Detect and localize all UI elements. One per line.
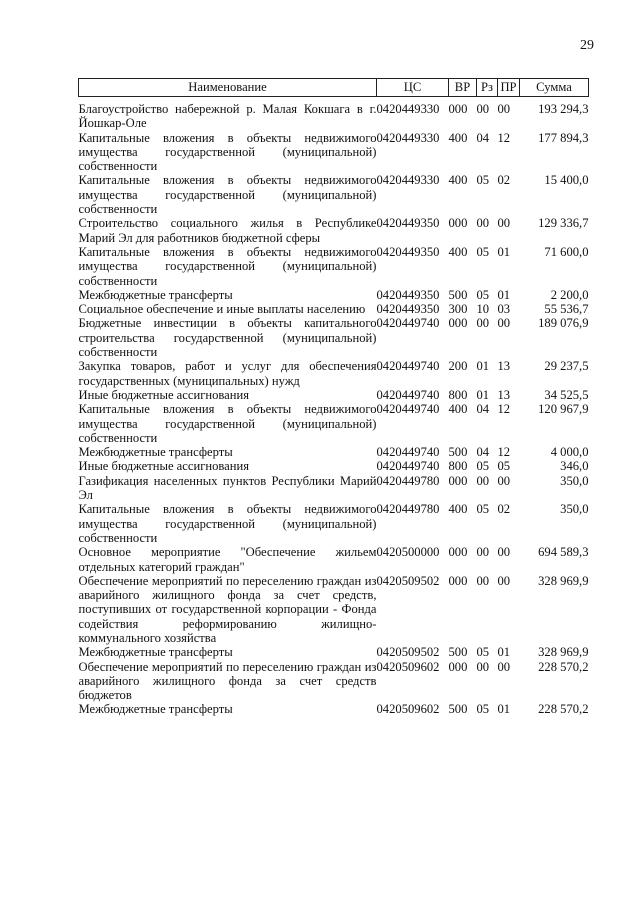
table-header <box>79 79 589 97</box>
cell-vr: 400 <box>448 130 468 145</box>
cell-sum: 346,0 <box>560 459 589 474</box>
cell-name: Капитальные вложения в объекты недвижимого имущества государственной (муниципальной) собственности <box>78 173 377 217</box>
cell-sum: 228 570,2 <box>538 659 589 674</box>
cell-vr: 500 <box>448 702 468 717</box>
cell-pr: 01 <box>497 702 511 717</box>
cell-sum: 129 336,7 <box>538 216 589 231</box>
cell-name: Капитальные вложения в объекты недвижимого имущества государственной (муниципальной) собственности <box>78 502 377 545</box>
cell-name: Благоустройство набережной р. Малая Кокшага в г. Йошкар-Оле <box>78 102 377 131</box>
cell-pr: 00 <box>497 573 511 588</box>
table-row <box>79 388 589 402</box>
header-rz: Рз <box>477 79 498 97</box>
cell-name: Межбюджетные трансферты <box>78 702 233 717</box>
cell-sum: 71 600,0 <box>544 244 589 259</box>
cell-sum: 4 000,0 <box>550 445 589 460</box>
cell-pr: 00 <box>497 216 511 231</box>
cell-name: Капитальные вложения в объекты недвижимого имущества государственной (муниципальной) собственности <box>78 130 377 174</box>
table-row <box>79 131 589 174</box>
table-row <box>79 97 589 131</box>
cell-vr: 000 <box>448 659 468 674</box>
cell-sum: 34 525,5 <box>544 387 589 402</box>
cell-pr: 00 <box>497 102 511 116</box>
table-row <box>79 359 589 388</box>
cell-vr: 500 <box>448 287 468 302</box>
cell-cs: 0420449330 <box>376 130 440 145</box>
cell-pr: 00 <box>497 316 511 331</box>
table-row <box>79 316 589 359</box>
cell-sum: 350,0 <box>560 502 589 517</box>
header-pr: ПР <box>498 79 520 97</box>
cell-vr: 000 <box>448 316 468 331</box>
cell-name: Межбюджетные трансферты <box>78 645 233 660</box>
cell-rz: 05 <box>476 645 490 660</box>
table-row <box>79 474 589 503</box>
cell-rz: 05 <box>476 244 490 259</box>
cell-cs: 0420449740 <box>376 387 440 402</box>
cell-cs: 0420449740 <box>376 459 440 474</box>
cell-cs: 0420449740 <box>376 359 440 374</box>
header-name: Наименование <box>79 79 377 97</box>
table-row <box>79 660 589 703</box>
cell-sum: 350,0 <box>560 473 589 488</box>
table-row <box>79 288 589 302</box>
cell-pr: 01 <box>497 287 511 302</box>
cell-rz: 05 <box>476 173 490 188</box>
cell-sum: 177 894,3 <box>538 130 589 145</box>
cell-vr: 400 <box>448 173 468 188</box>
cell-rz: 01 <box>476 387 490 402</box>
cell-vr: 400 <box>448 402 468 417</box>
cell-pr: 01 <box>497 244 511 259</box>
cell-rz: 05 <box>476 702 490 717</box>
table-row <box>79 302 589 316</box>
cell-sum: 55 536,7 <box>544 302 589 317</box>
cell-vr: 000 <box>448 216 468 231</box>
cell-sum: 29 237,5 <box>544 359 589 374</box>
cell-cs: 0420449740 <box>376 316 440 331</box>
cell-name: Газификация населенных пунктов Республики Марий Эл <box>78 473 377 503</box>
cell-rz: 04 <box>476 130 490 145</box>
cell-sum: 193 294,3 <box>538 102 589 116</box>
cell-rz: 05 <box>476 459 490 474</box>
table-row <box>79 445 589 459</box>
cell-name: Строительство социального жилья в Республике Марий Эл для работников бюджетной сферы <box>78 216 377 245</box>
cell-vr: 800 <box>448 387 468 402</box>
cell-rz: 01 <box>476 359 490 374</box>
cell-name: Социальное обеспечение и иные выплаты населению <box>78 302 366 317</box>
cell-cs: 0420449350 <box>376 302 440 317</box>
cell-rz: 00 <box>476 573 490 588</box>
cell-name: Капитальные вложения в объекты недвижимого имущества государственной (муниципальной) собственности <box>78 244 377 288</box>
cell-vr: 500 <box>448 445 468 460</box>
cell-pr: 12 <box>497 445 511 460</box>
cell-rz: 00 <box>476 659 490 674</box>
table-row <box>79 402 589 445</box>
cell-rz: 00 <box>476 216 490 231</box>
cell-sum: 694 589,3 <box>538 545 589 560</box>
cell-name: Бюджетные инвестиции в объекты капитального строительства государственной (муниципальной) собственности <box>78 316 377 360</box>
cell-sum: 328 969,9 <box>538 645 589 660</box>
table-row <box>79 459 589 473</box>
cell-vr: 000 <box>448 545 468 560</box>
header-vr: ВР <box>449 79 477 97</box>
cell-cs: 0420449330 <box>376 102 440 116</box>
cell-cs: 0420449350 <box>376 244 440 259</box>
cell-name: Межбюджетные трансферты <box>78 287 233 302</box>
cell-rz: 04 <box>476 402 490 417</box>
table-row <box>79 545 589 574</box>
cell-cs: 0420449780 <box>376 473 440 488</box>
cell-vr: 000 <box>448 102 468 116</box>
cell-vr: 300 <box>448 302 468 317</box>
cell-pr: 00 <box>497 473 511 488</box>
cell-sum: 120 967,9 <box>538 402 589 417</box>
cell-cs: 0420509502 <box>376 645 440 660</box>
table-row <box>79 502 589 545</box>
cell-name: Обеспечение мероприятий по переселению граждан из аварийного жилищного фонда за счет средств бюджетов <box>78 659 377 703</box>
cell-name: Основное мероприятие "Обеспечение жильем отдельных категорий граждан" <box>78 545 377 574</box>
cell-vr: 800 <box>448 459 468 474</box>
cell-cs: 0420500000 <box>376 545 440 560</box>
cell-name: Обеспечение мероприятий по переселению граждан из аварийного жилищного фонда за счет средств, поступивших от государственной корпорации - Фонда содействия реформированию жилищно-коммунального хозяйства <box>78 573 377 645</box>
cell-sum: 328 969,9 <box>538 573 589 588</box>
cell-cs: 0420509602 <box>376 702 440 717</box>
cell-pr: 12 <box>497 130 511 145</box>
table-row <box>79 574 589 645</box>
cell-pr: 12 <box>497 402 511 417</box>
cell-vr: 200 <box>448 359 468 374</box>
cell-cs: 0420509502 <box>376 573 440 588</box>
cell-sum: 2 200,0 <box>550 287 589 302</box>
cell-cs: 0420449350 <box>376 287 440 302</box>
cell-vr: 400 <box>448 244 468 259</box>
cell-name: Иные бюджетные ассигнования <box>78 459 250 474</box>
header-sum: Сумма <box>520 79 589 97</box>
cell-pr: 13 <box>497 387 511 402</box>
cell-cs: 0420449740 <box>376 445 440 460</box>
cell-pr: 00 <box>497 659 511 674</box>
page-number: 29 <box>580 38 594 53</box>
table-row <box>79 645 589 659</box>
cell-name: Иные бюджетные ассигнования <box>78 387 250 402</box>
cell-rz: 00 <box>476 316 490 331</box>
cell-rz: 10 <box>476 302 490 317</box>
cell-pr: 03 <box>497 302 511 317</box>
cell-rz: 00 <box>476 545 490 560</box>
cell-pr: 02 <box>497 173 511 188</box>
header-cs: ЦС <box>377 79 449 97</box>
cell-vr: 000 <box>448 473 468 488</box>
cell-pr: 02 <box>497 502 511 517</box>
cell-pr: 00 <box>497 545 511 560</box>
cell-name: Капитальные вложения в объекты недвижимого имущества государственной (муниципальной) собственности <box>78 402 377 445</box>
cell-rz: 05 <box>476 287 490 302</box>
cell-cs: 0420449740 <box>376 402 440 417</box>
cell-vr: 500 <box>448 645 468 660</box>
budget-table <box>78 78 589 717</box>
table-row <box>79 216 589 245</box>
cell-rz: 04 <box>476 445 490 460</box>
cell-pr: 01 <box>497 645 511 660</box>
cell-name: Закупка товаров, работ и услуг для обеспечения государственных (муниципальных) нужд <box>78 359 377 388</box>
table-body <box>79 97 589 717</box>
cell-rz: 05 <box>476 502 490 517</box>
cell-sum: 228 570,2 <box>538 702 589 717</box>
table-row <box>79 173 589 216</box>
cell-vr: 400 <box>448 502 468 517</box>
table-row <box>79 702 589 716</box>
cell-rz: 00 <box>476 473 490 488</box>
cell-vr: 000 <box>448 573 468 588</box>
cell-sum: 189 076,9 <box>538 316 589 331</box>
cell-name: Межбюджетные трансферты <box>78 445 233 460</box>
cell-cs: 0420449780 <box>376 502 440 517</box>
cell-rz: 00 <box>476 102 490 116</box>
cell-cs: 0420449330 <box>376 173 440 188</box>
table-row <box>79 245 589 288</box>
cell-pr: 05 <box>497 459 511 474</box>
cell-pr: 13 <box>497 359 511 374</box>
cell-sum: 15 400,0 <box>544 173 589 188</box>
cell-cs: 0420509602 <box>376 659 440 674</box>
cell-cs: 0420449350 <box>376 216 440 231</box>
